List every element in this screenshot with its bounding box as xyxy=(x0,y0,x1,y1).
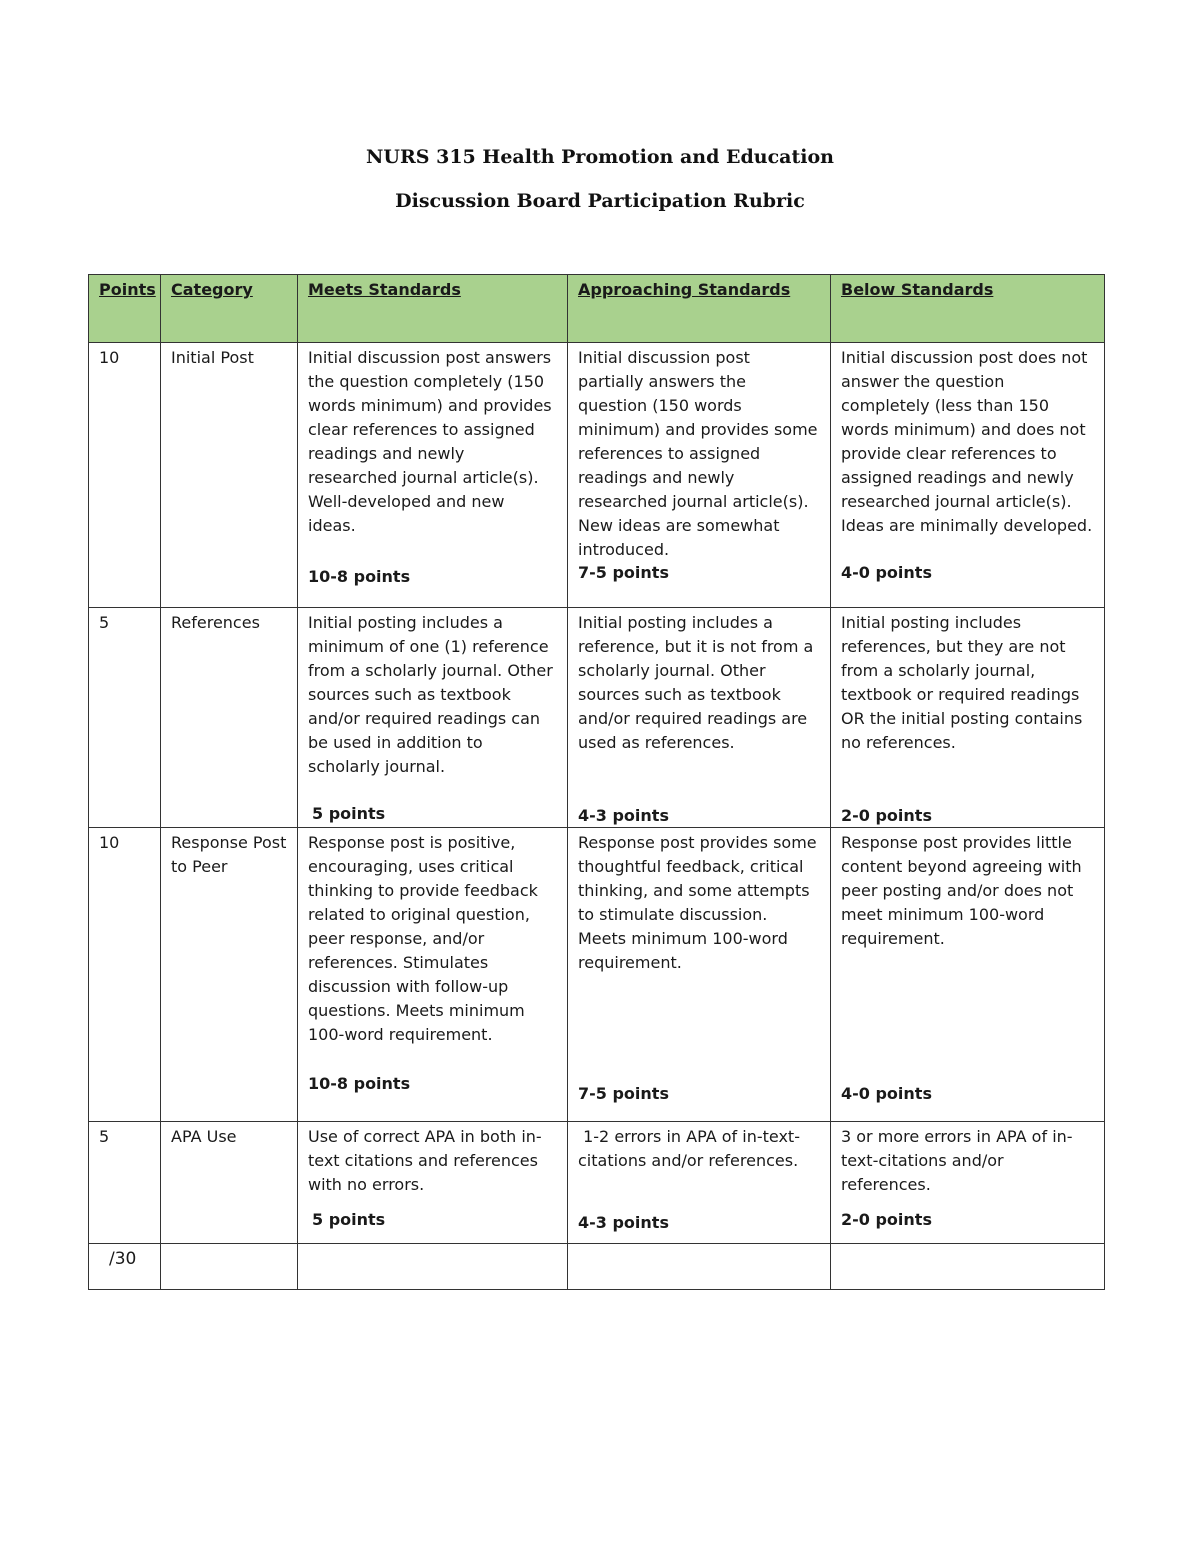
approaching-cell xyxy=(568,828,831,1122)
approaching-description: 1-2 errors in APA of in-text-citations and/or references. xyxy=(578,1127,800,1170)
rubric-header-row xyxy=(89,275,1105,343)
row-points: 5 xyxy=(89,1122,161,1244)
below-points: 2-0 points xyxy=(841,806,932,825)
row-points: 10 xyxy=(89,828,161,1122)
meets-points: 5 points xyxy=(312,804,386,823)
approaching-cell xyxy=(568,343,831,608)
row-category: APA Use xyxy=(161,1122,298,1244)
meets-cell xyxy=(298,828,568,1122)
below-points: 2-0 points xyxy=(841,1210,932,1229)
document-subtitle: Discussion Board Participation Rubric xyxy=(395,190,805,212)
approaching-cell xyxy=(568,608,831,828)
below-cell xyxy=(831,608,1105,828)
header-meets-standards: Meets Standards xyxy=(298,275,568,343)
meets-description: Initial discussion post answers the question completely (150 words minimum) and provides clear references to assigned readings and newly researched journal article(s). Well-developed and new ideas. xyxy=(308,348,552,535)
header-points: Points xyxy=(89,275,161,343)
row-category: Response Post to Peer xyxy=(161,828,298,1122)
row-category: Initial Post xyxy=(161,343,298,608)
empty-cell xyxy=(298,1244,568,1290)
table-row xyxy=(89,1122,1105,1244)
below-cell xyxy=(831,1122,1105,1244)
below-points: 4-0 points xyxy=(841,563,932,582)
rubric-table xyxy=(88,274,1105,1290)
document-title: NURS 315 Health Promotion and Education xyxy=(366,146,834,168)
approaching-points: 4-3 points xyxy=(578,806,669,825)
approaching-points: 4-3 points xyxy=(578,1213,669,1232)
meets-points: 10-8 points xyxy=(308,567,411,586)
meets-cell xyxy=(298,343,568,608)
empty-cell xyxy=(161,1244,298,1290)
approaching-points: 7-5 points xyxy=(578,563,669,582)
row-points: 10 xyxy=(89,343,161,608)
meets-description: Use of correct APA in both in-text citations and references with no errors. xyxy=(308,1127,542,1194)
approaching-points: 7-5 points xyxy=(578,1084,669,1103)
meets-description: Initial posting includes a minimum of one (1) reference from a scholarly journal. Other sources such as textbook and/or required readings can be used in addition to scholarly journal. xyxy=(308,613,553,776)
below-points: 4-0 points xyxy=(841,1084,932,1103)
row-points: 5 xyxy=(89,608,161,828)
below-cell xyxy=(831,343,1105,608)
approaching-description: Initial discussion post partially answers the question (150 words minimum) and provides some references to assigned readings and newly researched journal article(s). New ideas are somewhat introduced. xyxy=(578,348,818,559)
total-points: /30 xyxy=(89,1244,161,1290)
below-description: Initial posting includes references, but they are not from a scholarly journal, textbook or required readings OR the initial posting contains no references. xyxy=(841,613,1083,752)
meets-points: 5 points xyxy=(312,1210,386,1229)
header-below-standards: Below Standards xyxy=(831,275,1105,343)
approaching-cell xyxy=(568,1122,831,1244)
empty-cell xyxy=(831,1244,1105,1290)
table-row xyxy=(89,828,1105,1122)
table-row xyxy=(89,343,1105,608)
meets-points: 10-8 points xyxy=(308,1074,411,1093)
approaching-description: Response post provides some thoughtful feedback, critical thinking, and some attempts to stimulate discussion. Meets minimum 100-word requirement. xyxy=(578,833,817,972)
below-cell xyxy=(831,828,1105,1122)
document-header xyxy=(0,140,1200,218)
below-description: Response post provides little content beyond agreeing with peer posting and/or does not meet minimum 100-word requirement. xyxy=(841,833,1082,948)
row-category: References xyxy=(161,608,298,828)
total-row xyxy=(89,1244,1105,1290)
table-row xyxy=(89,608,1105,828)
below-description: 3 or more errors in APA of in-text-citations and/or references. xyxy=(841,1127,1073,1194)
meets-description: Response post is positive, encouraging, uses critical thinking to provide feedback related to original question, peer response, and/or references. Stimulates discussion with follow-up questions. Meets minimum 100-word requirement. xyxy=(308,833,538,1044)
header-approaching-standards: Approaching Standards xyxy=(568,275,831,343)
header-category: Category xyxy=(161,275,298,343)
meets-cell xyxy=(298,608,568,828)
meets-cell xyxy=(298,1122,568,1244)
approaching-description: Initial posting includes a reference, but it is not from a scholarly journal. Other sources such as textbook and/or required readings are used as references. xyxy=(578,613,814,752)
empty-cell xyxy=(568,1244,831,1290)
below-description: Initial discussion post does not answer the question completely (less than 150 words minimum) and does not provide clear references to assigned readings and newly researched journal article(s). Ideas are minimally developed. xyxy=(841,348,1093,535)
